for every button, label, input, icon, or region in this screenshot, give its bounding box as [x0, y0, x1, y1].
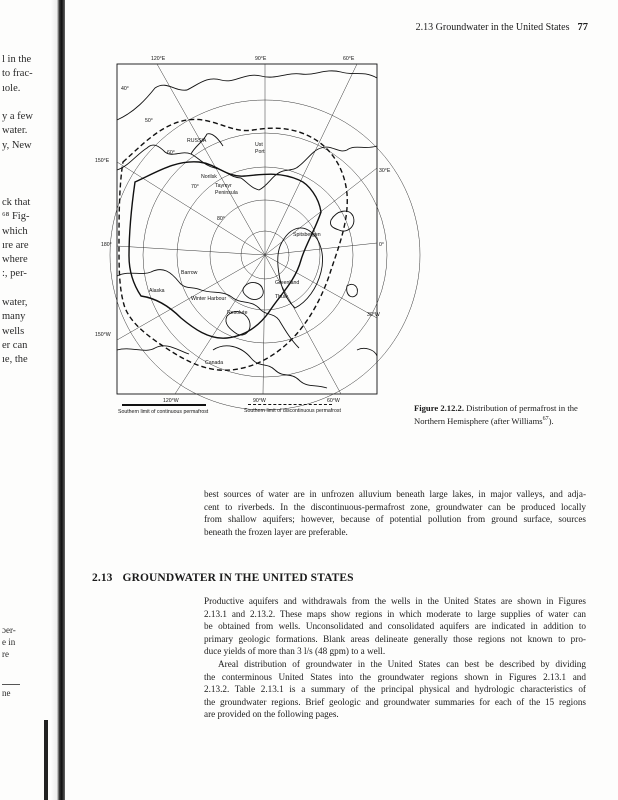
- section-number: 2.13: [92, 572, 113, 584]
- lon-label: 90°W: [253, 398, 266, 404]
- place-label: RUSSIA: [187, 138, 207, 144]
- legend-continuous-label: Southern limit of continuous permafrost: [118, 408, 209, 415]
- place-label: Barrow: [181, 270, 198, 276]
- legend-solid-line: [122, 404, 206, 406]
- paragraph-aquifers: [204, 595, 586, 658]
- meridians: [117, 64, 377, 394]
- canadian-islands-b: [243, 283, 263, 300]
- prev-line: ck that: [2, 197, 31, 208]
- section-heading: [92, 572, 354, 584]
- meridian-90w: [263, 255, 265, 394]
- scan-edge-shadow: [44, 720, 48, 800]
- meridian-60w: [265, 255, 341, 394]
- prev-line: [2, 282, 30, 296]
- prev-line: to frac-: [2, 68, 33, 80]
- spitsbergen: [330, 211, 353, 231]
- meridian-180: [117, 246, 265, 255]
- prev-line: [2, 96, 33, 110]
- prev-line: which: [2, 225, 28, 237]
- prev-line: ıre are: [2, 239, 29, 251]
- place-label: Port: [255, 149, 265, 155]
- prev-page-text-lower: [2, 624, 20, 699]
- running-head: [330, 22, 588, 33]
- text-line: be obtained from wells. Unconsolidated and consolidated aquifers are indicated in addition to: [204, 621, 586, 632]
- text-line: duce yields of more than 3 l/s (48 gpm) to a well.: [204, 646, 386, 657]
- map-frame: [117, 64, 377, 394]
- prev-line: water,: [2, 297, 28, 309]
- prev-line: ⁶⁸ Fig-: [2, 211, 30, 223]
- running-head-section: 2.13 Groundwater in the United States: [415, 22, 570, 33]
- lat-label: 70°: [191, 184, 199, 190]
- legend-continuous: [118, 404, 208, 415]
- paragraph-permafrost-water: [204, 488, 586, 538]
- prev-line: ıole.: [2, 82, 21, 94]
- lon-label: 60°E: [343, 56, 355, 62]
- lon-label: 90°E: [255, 56, 267, 62]
- lon-label: 0°: [379, 242, 384, 248]
- prev-line: l in the: [2, 54, 32, 65]
- lon-label: 120°W: [163, 398, 179, 404]
- lat-label: 40°: [121, 86, 129, 92]
- text-line: best sources of water are in unfrozen alluvium beneath large lakes, in major valleys, and adja-: [204, 489, 586, 499]
- prev-line: y, New: [2, 139, 32, 151]
- figure-caption: [414, 403, 594, 428]
- prev-line: water.: [2, 125, 28, 137]
- place-label: Norilsk: [201, 174, 217, 180]
- legend-discontinuous: [244, 404, 341, 414]
- prev-page-text-upper: [2, 53, 33, 153]
- place-label: Taymyr: [215, 183, 232, 189]
- text-line: from shallow aquifers; however, because of potential pollution from ground surface, sources: [204, 514, 586, 525]
- prev-line: [2, 672, 20, 684]
- section-title: GROUNDWATER IN THE UNITED STATES: [122, 572, 354, 584]
- place-label: Alaska: [149, 288, 165, 294]
- place-label: Canada: [205, 360, 224, 366]
- text-line: primary geologic formations. Blank areas delineate generally those regions not known to pro-: [204, 633, 586, 644]
- meridian-60e: [265, 64, 357, 255]
- lon-label: 150°E: [95, 158, 110, 164]
- prev-line: er can: [2, 339, 28, 351]
- siberia-arctic-coast: [117, 145, 299, 190]
- place-label: Greenland: [275, 280, 300, 286]
- lon-label: 60°W: [327, 398, 340, 404]
- prev-page-text-middle: [2, 196, 30, 368]
- caption-label: Figure 2.12.2.: [414, 403, 464, 413]
- legend-discontinuous-label: Southern limit of discontinuous permafrost: [244, 408, 341, 414]
- permafrost-map-svg: [95, 50, 391, 410]
- prev-line: y a few: [2, 111, 33, 123]
- discontinuous-permafrost-limit: [119, 119, 347, 370]
- prev-line: ne: [2, 684, 20, 699]
- place-label: Spitsbergen: [293, 232, 321, 238]
- text-line: beneath the frozen layer are preferable.: [204, 526, 348, 537]
- lon-label: 30°W: [367, 312, 380, 318]
- prev-line: :, per-: [2, 268, 27, 280]
- prev-line: ıe, the: [2, 354, 28, 366]
- prev-line: ɔer-: [2, 625, 16, 635]
- text-line: 2.13.2. Table 2.13.1 is a summary of the principal physical and hydrologic characteristics of: [204, 684, 586, 695]
- lon-label: 150°W: [95, 332, 111, 338]
- text-line: 2.13.1 and 2.13.2. These maps show regions in which moderate to large supplies of water can: [204, 608, 586, 619]
- place-label: Thule: [275, 294, 288, 300]
- eurasia-north-coast: [117, 71, 377, 120]
- place-label: Ust: [255, 142, 263, 148]
- caption-close: ).: [548, 416, 554, 427]
- lat-label: 60°: [167, 150, 175, 156]
- pacific-coast: [117, 346, 189, 354]
- lon-label: 180°: [101, 242, 112, 248]
- prev-line: re: [2, 649, 9, 659]
- lon-label: 30°E: [379, 168, 391, 174]
- europe-w-coast: [357, 348, 377, 356]
- lat-label: 50°: [145, 118, 153, 124]
- prev-line: wells: [2, 325, 25, 337]
- prev-line: many: [2, 311, 26, 323]
- text-line: the groundwater regions. Brief geologic and groundwater summaries for each of the 15 regions: [204, 696, 586, 707]
- text-line: are provided on the following pages.: [204, 709, 339, 720]
- place-label: Winter Harbour: [191, 296, 227, 302]
- paragraph-groundwater-regions: [204, 658, 586, 721]
- legend-dashed-line: [248, 404, 332, 405]
- text-line: Areal distribution of groundwater in the United States can best be described by dividing: [218, 659, 586, 669]
- text-line: cent to riverbeds. In the discontinuous-permafrost zone, groundwater can be produced locally: [204, 501, 586, 512]
- iceland: [347, 284, 358, 296]
- meridian-120e: [157, 64, 265, 255]
- lon-label: 120°E: [151, 56, 166, 62]
- permafrost-map: [95, 50, 391, 410]
- prev-line: e in: [2, 637, 16, 647]
- prev-line: [2, 660, 20, 672]
- hudson-bay-coast: [213, 346, 327, 388]
- text-line: Productive aquifers and withdrawals from the wells in the United States are shown in Figures: [204, 596, 586, 606]
- place-label: Resolute: [227, 310, 248, 316]
- caption-text: Distribution of permafrost in the Northern Hemisphere (after Williams: [414, 403, 578, 427]
- book-spine: [57, 0, 65, 800]
- text-line: the conterminous United States into the groundwater regions shown in Figures 2.13.1 and: [204, 671, 586, 682]
- page-number: 77: [577, 22, 588, 33]
- caption-ref: 67: [542, 416, 549, 423]
- prev-line: where: [2, 254, 28, 266]
- lat-label: 80°: [217, 216, 225, 222]
- place-label: Peninsula: [215, 190, 238, 196]
